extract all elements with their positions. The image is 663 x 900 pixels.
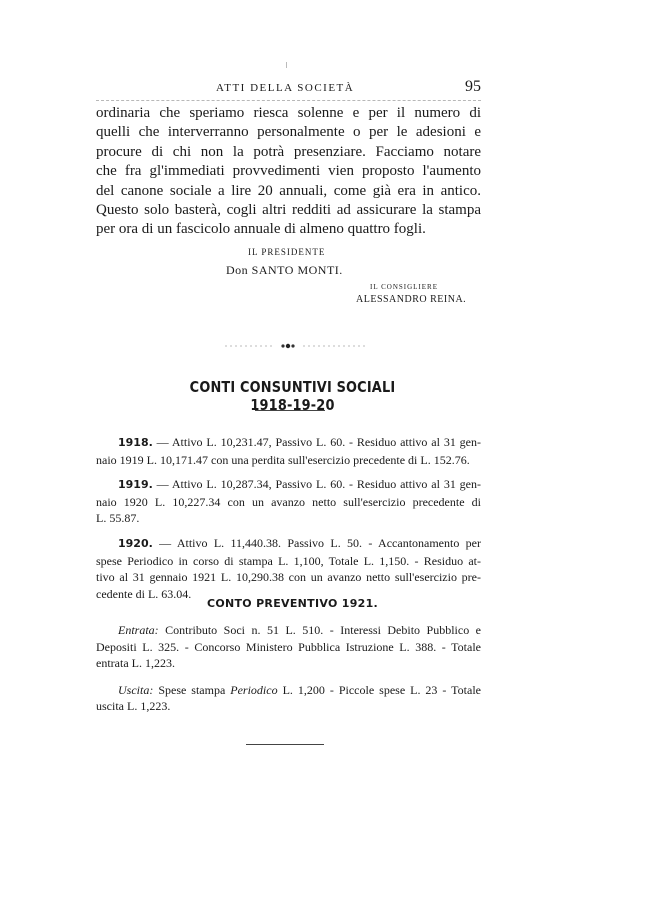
budget-section bbox=[96, 622, 481, 725]
entry-line: Depositi L. 325. - Concorso Ministero Pubblica Istruzione L. 388. - Totale bbox=[96, 639, 481, 654]
councillor-label: IL CONSIGLIERE bbox=[370, 283, 438, 291]
entry-line: 1918. — Attivo L. 10,231.47, Passivo L. 60. - Residuo attivo al 31 gen- bbox=[118, 435, 482, 449]
president-name: Don SANTO MONTI. bbox=[226, 263, 343, 277]
top-mark bbox=[286, 62, 287, 68]
account-entry-1920 bbox=[96, 535, 481, 602]
entry-line: 1919. — Attivo L. 10,287.34, Passivo L. 60. - Residuo attivo al 31 gen- bbox=[118, 477, 482, 492]
uscita-label: Uscita: bbox=[118, 682, 154, 697]
body-paragraph bbox=[96, 104, 481, 240]
section-title: CONTI CONSUNTIVI SOCIALI 1918-19-20 bbox=[189, 378, 396, 414]
section-ornament bbox=[225, 342, 365, 350]
body-line: ordinaria che speriamo riesca solenne e per il numero di bbox=[96, 105, 481, 121]
budget-entrata bbox=[96, 622, 481, 672]
entry-line: Entrata: Contributo Soci n. 51 L. 510. - Interessi Debito Pubblico e bbox=[118, 623, 482, 637]
entry-year: 1919. bbox=[118, 478, 153, 492]
body-line: procure di chi non la potrà presenziare. Facciamo notare bbox=[96, 143, 481, 160]
budget-uscita bbox=[96, 682, 481, 715]
entry-year: 1918. bbox=[118, 436, 153, 449]
body-line: Questo solo basterà, cogli altri redditi ad assicurare la stampa bbox=[96, 202, 481, 219]
president-label: IL PRESIDENTE bbox=[248, 247, 326, 257]
entrata-label: Entrata: bbox=[118, 623, 159, 637]
title-underline bbox=[255, 410, 325, 411]
running-title: ATTI DELLA SOCIETÀ bbox=[216, 82, 355, 94]
header-rule bbox=[96, 100, 481, 101]
entry-line: cedente di L. 63.04. bbox=[96, 586, 192, 601]
body-line: del canone sociale a lire 20 annuali, come già era in antico. bbox=[96, 182, 481, 199]
councillor-name: ALESSANDRO REINA. bbox=[356, 294, 467, 305]
body-line: quelli che interverranno personalmente o per le adesioni e bbox=[96, 124, 481, 141]
entry-line: naio 1920 L. 10,227.34 con un avanzo netto sull'esercizio precedente di bbox=[96, 494, 481, 509]
running-head bbox=[96, 78, 481, 98]
account-entry-1919 bbox=[96, 476, 481, 527]
budget-title: CONTO PREVENTIVO 1921. bbox=[206, 597, 379, 610]
account-entry-1918 bbox=[96, 434, 481, 468]
entry-line: tivo al 31 gennaio 1921 L. 10,290.38 con un avanzo netto sull'esercizio pre- bbox=[96, 570, 481, 585]
entry-year: 1920. bbox=[118, 536, 153, 550]
entry-line: naio 1919 L. 10,171.47 con una perdita sull'esercizio precedente di L. 152.76. bbox=[96, 452, 470, 467]
body-line: che fra gl'immediati provvedimenti vien proposto l'aumento bbox=[96, 163, 481, 180]
page-number: 95 bbox=[465, 78, 481, 95]
entry-line: L. 55.87. bbox=[96, 511, 140, 526]
closing-rule bbox=[246, 744, 324, 745]
entry-line: uscita L. 1,223. bbox=[96, 699, 171, 714]
entry-line: 1920. — Attivo L. 11,440.38. Passivo L. 50. - Accantonamento per bbox=[118, 535, 481, 550]
entry-line: entrata L. 1,223. bbox=[96, 656, 175, 671]
body-line: per ora di un fascicolo annuale di almeno quattro fogli. bbox=[96, 221, 426, 238]
account-entries bbox=[96, 434, 481, 610]
entry-line: spese Periodico in corso di stampa L. 1,100, Totale L. 1,150. - Residuo at- bbox=[96, 553, 481, 568]
entry-line: Uscita: Spese stampa Periodico L. 1,200 - Piccole spese L. 23 - Totale bbox=[118, 682, 481, 697]
